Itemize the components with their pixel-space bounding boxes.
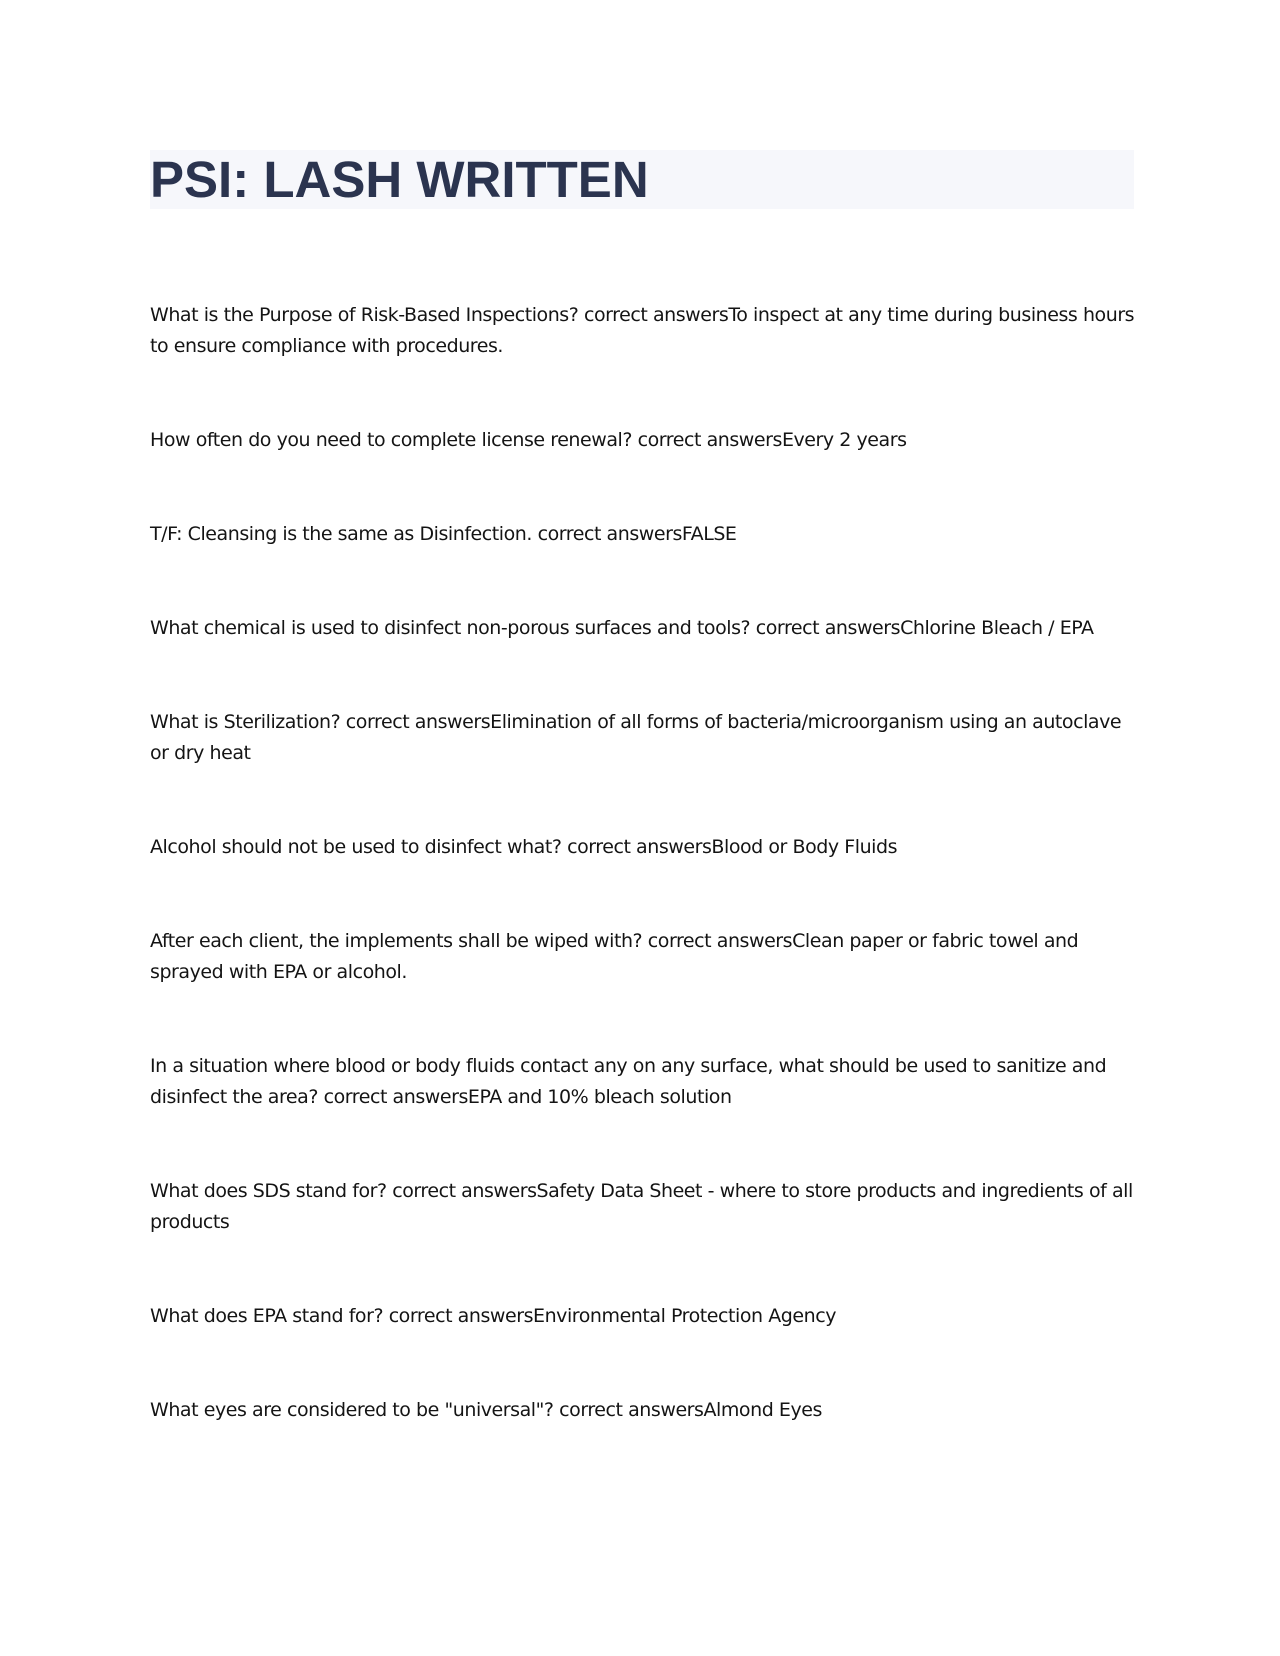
qa-item-1: What is the Purpose of Risk-Based Inspections? correct answersTo inspect at any time during business hours to ensure compliance with procedures. (150, 304, 1135, 357)
qa-item-4: What chemical is used to disinfect non-porous surfaces and tools? correct answersChlorine Bleach / EPA (150, 617, 1094, 639)
qa-item-2: How often do you need to complete license renewal? correct answersEvery 2 years (150, 429, 907, 451)
qa-item-7: After each client, the implements shall be wiped with? correct answersClean paper or fabric towel and sprayed with EPA or alcohol. (150, 930, 1079, 983)
question-answer-list (150, 300, 1140, 1489)
document-title: PSI: LASH WRITTEN (150, 151, 649, 208)
qa-item-11: What eyes are considered to be "universal"? correct answersAlmond Eyes (150, 1399, 822, 1421)
qa-item-5: What is Sterilization? correct answersElimination of all forms of bacteria/microorganism using an autoclave or dry heat (150, 711, 1122, 764)
qa-item-6: Alcohol should not be used to disinfect what? correct answersBlood or Body Fluids (150, 836, 898, 858)
qa-item-3: T/F: Cleansing is the same as Disinfection. correct answersFALSE (150, 523, 737, 545)
qa-item-9: What does SDS stand for? correct answersSafety Data Sheet - where to store products and ingredients of all products (150, 1180, 1133, 1233)
qa-item-8: In a situation where blood or body fluids contact any on any surface, what should be used to sanitize and disinfect the area? correct answersEPA and 10% bleach solution (150, 1055, 1107, 1108)
qa-item-10: What does EPA stand for? correct answersEnvironmental Protection Agency (150, 1305, 837, 1327)
